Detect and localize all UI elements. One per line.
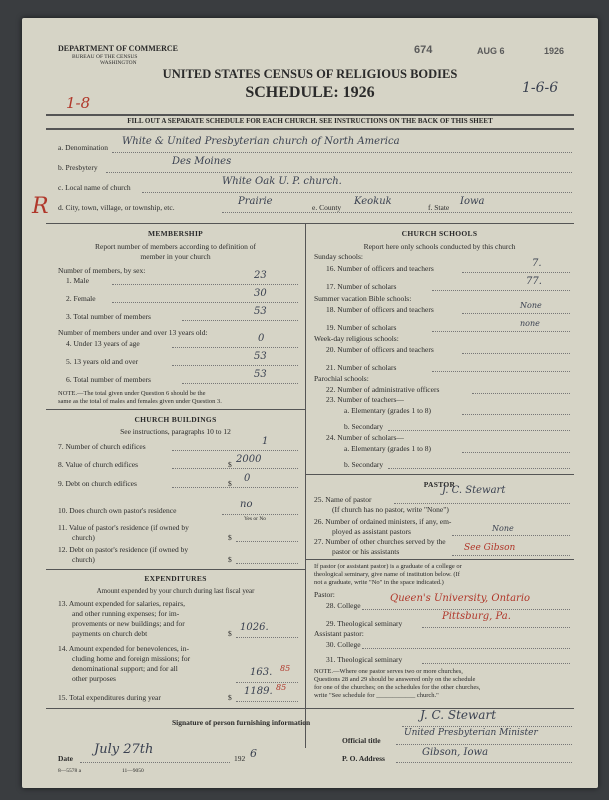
buildings-sub: See instructions, paragraphs 10 to 12 [120,427,231,436]
q13-label-3: provements or new buildings; and for [72,619,185,628]
expenditures-sub: Amount expended by your church during last fiscal year [96,587,255,595]
presbytery-label: b. Presbytery [58,163,98,172]
q16-label: 16. Number of officers and teachers [326,264,434,273]
schedule-title: SCHEDULE: 1926 [245,84,375,101]
q15-cents: 85 [276,683,287,692]
margin-code-right: 1-6-6 [522,80,559,96]
age-heading: Number of members under and over 13 years old: [58,328,208,337]
q2-label: 2. Female [66,294,96,303]
year-value: 6 [250,747,257,760]
pastor-heading: PASTOR [423,480,456,489]
margin-mark-r: R [32,194,49,219]
q23a-label: a. Elementary (grades 1 to 8) [344,406,432,415]
q19-label: 19. Number of scholars [326,323,397,332]
q10-note: Yes or No [244,516,267,522]
q16-value: 7. [532,258,542,269]
q18-value: None [520,301,542,310]
pastor-note-3: for one of the churches; on the schedules for the other churches, [314,684,481,691]
q24b-label: b. Secondary [344,460,384,469]
local-name-value: White Oak U. P. church. [222,176,342,187]
q27-label-2: pastor or his assistants [332,547,400,556]
q21-label: 21. Number of scholars [326,363,397,372]
signature-label: Signature of person furnishing information [172,718,311,727]
q14-label-3: denominational support; and for all [72,664,178,673]
signature-value: J. C. Stewart [420,708,497,722]
city-value: Prairie [238,196,273,207]
stamp-date: AUG 6 [477,46,505,56]
margin-code-left: 1-8 [66,94,91,112]
q14-label-4: other purposes [72,674,116,683]
college-note-2: theological seminary, give name of institution below. (If [314,571,460,578]
q23b-label: b. Secondary [344,422,384,431]
bureau-label: BUREAU OF THE CENSUS [72,54,138,60]
q25-label: 25. Name of pastor [314,495,372,504]
year-label: 192 [234,754,246,763]
weekday-heading: Week-day religious schools: [314,334,399,343]
q5-value: 53 [254,351,267,362]
assistant-sub: Assistant pastor: [314,629,364,638]
q13-label-1: 13. Amount expended for salaries, repairs, [58,599,186,608]
q8-label: 8. Value of church edifices [58,460,139,469]
po-address-value: Gibson, Iowa [422,747,489,758]
census-schedule-sheet [22,18,598,788]
q26-label-2: ployed as assistant pastors [332,527,411,536]
q2-value: 30 [254,288,267,299]
county-label: e. County [312,203,342,212]
q23-label: 23. Number of teachers— [326,395,404,404]
q8-dollar: $ [228,460,232,469]
q30-label: 30. College [326,640,361,649]
print-number: 11—9050 [122,768,144,774]
q27-label-1: 27. Number of other churches served by the [314,537,446,546]
q8-value: 2000 [236,454,262,465]
q15-label: 15. Total expenditures during year [58,693,161,702]
pastor-sub: Pastor: [314,590,335,599]
q9-value: 0 [244,473,251,484]
presbytery-value: Des Moines [172,156,232,167]
q1-label: 1. Male [66,276,89,285]
q26-value: None [492,524,514,533]
q13-label-4: payments on church debt [72,629,148,638]
membership-intro-2: member in your church [140,252,211,261]
membership-note-2: same as the total of males and females given under Question 3. [58,398,222,405]
q6-label: 6. Total number of members [66,375,151,384]
membership-heading: MEMBERSHIP [147,229,204,238]
q7-label: 7. Number of church edifices [58,442,146,451]
parochial-heading: Parochial schools: [314,374,369,383]
state-value: Iowa [460,196,485,207]
po-address-label: P. O. Address [342,754,385,763]
stamp-year: 1926 [544,46,565,56]
q7-value: 1 [262,436,269,447]
q11-label-1: 11. Value of pastor's residence (if owned by [58,523,189,532]
q4-label: 4. Under 13 years of age [66,339,140,348]
summer-heading: Summer vacation Bible schools: [314,294,412,303]
q28-label: 28. College [326,601,361,610]
q13-label-2: and other running expenses; for im- [72,609,180,618]
q17-label: 17. Number of scholars [326,282,397,291]
q11-label-2: church) [72,533,95,542]
q13-value: 1026. [240,622,269,633]
official-title-value: United Presbyterian Minister [404,728,538,738]
q28-value: Queen's University, Ontario [390,593,531,604]
q3-value: 53 [254,306,267,317]
q19-value: none [520,319,540,328]
membership-intro-1: Report number of members according to definition of [95,242,256,251]
q11-dollar: $ [228,533,232,542]
q9-label: 9. Debt on church edifices [58,479,137,488]
q13-dollar: $ [228,629,232,638]
college-note-3: not a graduate, write "No" in the space indicated.) [314,579,444,586]
q5-label: 5. 13 years old and over [66,357,139,366]
sunday-heading: Sunday schools: [314,252,363,261]
q12-label-1: 12. Debt on pastor's residence (if owned by [58,545,189,554]
local-name-label: c. Local name of church [58,183,131,192]
form-title: UNITED STATES CENSUS OF RELIGIOUS BODIES [162,67,458,81]
instruction-banner: FILL OUT A SEPARATE SCHEDULE FOR EACH CHURCH. SEE INSTRUCTIONS ON THE BACK OF THIS SHEET [127,117,493,125]
q25-note: (If church has no pastor, write "None") [332,505,449,514]
q18-label: 18. Number of officers and teachers [326,305,434,314]
q24-label: 24. Number of scholars— [326,433,404,442]
q4-value: 0 [258,333,265,344]
schools-heading: CHURCH SCHOOLS [401,229,478,238]
q15-value: 1189. [244,686,273,697]
county-value: Keokuk [354,196,392,207]
q31-label: 31. Theological seminary [326,655,403,664]
q29-value: Pittsburg, Pa. [442,611,511,622]
q12-label-2: church) [72,555,95,564]
denomination-label: a. Denomination [58,143,108,152]
q27-value: See Gibson [464,543,516,553]
pastor-note-2: Questions 28 and 29 should be answered only on the schedule [314,676,476,683]
q15-dollar: $ [228,693,232,702]
schools-intro: Report here only schools conducted by this church [363,242,516,251]
denomination-value: White & United Presbyterian church of North America [122,136,400,147]
q17-value: 77. [526,276,542,287]
q26-label-1: 26. Number of ordained ministers, if any, em- [314,517,452,526]
city-label: d. City, town, village, or township, etc. [58,203,175,212]
date-label: Date [58,754,73,763]
form-number: 8—5578 a [58,768,82,774]
q10-label: 10. Does church own pastor's residence [58,506,177,515]
q20-label: 20. Number of officers and teachers [326,345,434,354]
q1-value: 23 [254,270,267,281]
city-label: WASHINGTON [100,60,137,66]
q25-value: J. C. Stewart [442,485,506,496]
q14-cents: 85 [280,664,291,673]
department-label: DEPARTMENT OF COMMERCE [58,44,179,53]
q24a-label: a. Elementary (grades 1 to 8) [344,444,432,453]
pastor-note-4: write "See schedule for ____________ church." [314,692,439,699]
expenditures-heading: EXPENDITURES [144,574,207,583]
q29-label: 29. Theological seminary [326,619,403,628]
q14-value: 163. [250,667,273,678]
membership-note-1: NOTE.—The total given under Question 6 should be the [58,390,206,397]
q9-dollar: $ [228,479,232,488]
q3-label: 3. Total number of members [66,312,151,321]
q12-dollar: $ [228,555,232,564]
official-title-label: Official title [342,736,381,745]
state-label: f. State [428,203,450,212]
q14-label-1: 14. Amount expended for benevolences, in- [58,644,190,653]
buildings-heading: CHURCH BUILDINGS [134,415,217,424]
pastor-note-1: NOTE.—Where one pastor serves two or more churches, [314,668,463,675]
stamp-number: 674 [414,44,433,56]
q6-value: 53 [254,369,267,380]
date-value: July 27th [94,742,154,757]
q10-value: no [240,499,253,510]
q14-label-2: cluding home and foreign missions; for [72,654,191,663]
college-note-1: If pastor (or assistant pastor) is a graduate of a college or [314,563,462,570]
q22-label: 22. Number of administrative officers [326,385,440,394]
sex-heading: Number of members, by sex: [58,266,146,275]
